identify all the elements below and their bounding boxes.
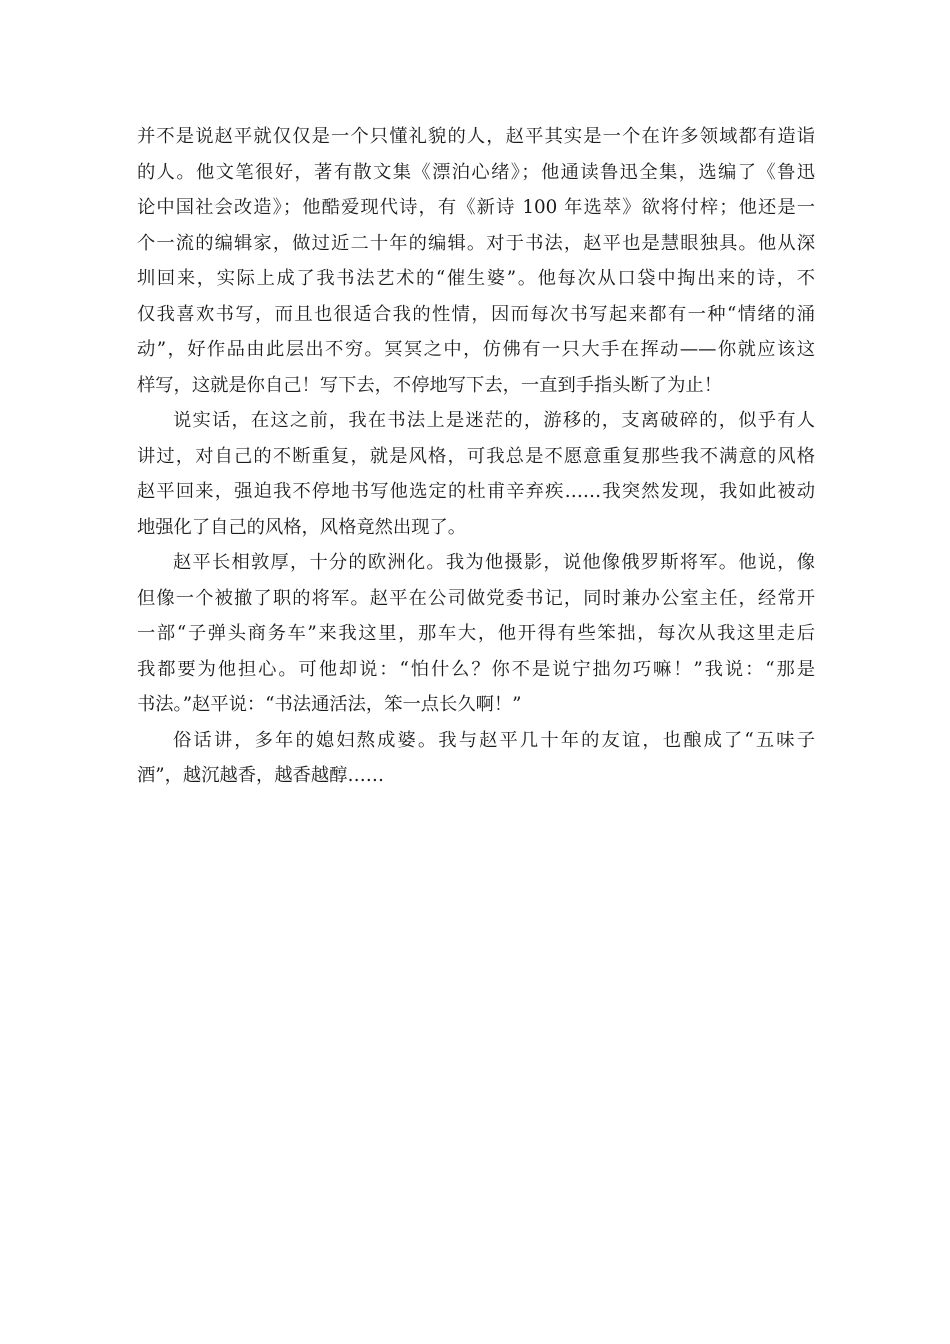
text-line: 仅我喜欢书写，而且也很适合我的性情，因而每次书写起来都有一种“情绪的涌 bbox=[137, 303, 815, 325]
text-line: 一部“子弹头商务车”来我这里，那车大，他开得有些笨拙，每次从我这里走后 bbox=[137, 623, 815, 644]
text-line: 地强化了自己的风格，风格竟然出现了。 bbox=[137, 516, 467, 538]
text-line: 样写，这就是你自己！写下去，不停地写下去，一直到手指头断了为止！ bbox=[137, 374, 722, 396]
text-line: 并不是说赵平就仅仅是一个只懂礼貌的人，赵平其实是一个在许多领域都有造诣 bbox=[137, 126, 815, 147]
paragraph-1 bbox=[137, 119, 815, 403]
paragraph-4 bbox=[137, 723, 815, 794]
text-line: 动”，好作品由此层出不穷。冥冥之中，仿佛有一只大手在挥动——你就应该这 bbox=[137, 339, 815, 360]
text-line: 讲过，对自己的不断重复，就是风格，可我总是不愿意重复那些我不满意的风格 bbox=[137, 445, 815, 467]
text-line: 赵平长相敦厚，十分的欧洲化。我为他摄影，说他像俄罗斯将军。他说，像 bbox=[173, 552, 815, 573]
text-line: 个一流的编辑家，做过近二十年的编辑。对于书法，赵平也是慧眼独具。他从深 bbox=[137, 232, 815, 254]
text-line: 俗话讲，多年的媳妇熬成婆。我与赵平几十年的友谊，也酿成了“五味子 bbox=[173, 729, 815, 751]
text-line: 的人。他文笔很好，著有散文集《漂泊心绪》；他通读鲁迅全集，选编了《鲁迅 bbox=[137, 161, 815, 183]
text-line: 说实话，在这之前，我在书法上是迷茫的，游移的，支离破碎的，似乎有人 bbox=[173, 410, 815, 431]
text-line: 但像一个被撤了职的将军。赵平在公司做党委书记，同时兼办公室主任，经常开 bbox=[137, 587, 815, 609]
document-body bbox=[137, 119, 815, 794]
text-line: 赵平回来，强迫我不停地书写他选定的杜甫辛弃疾……我突然发现，我如此被动 bbox=[137, 481, 815, 502]
text-line: 酒”，越沉越香，越香越醇…… bbox=[137, 765, 385, 786]
text-line: 圳回来，实际上成了我书法艺术的“催生婆”。他每次从口袋中掏出来的诗，不 bbox=[137, 268, 815, 289]
paragraph-3 bbox=[137, 545, 815, 723]
text-line: 论中国社会改造》；他酷爱现代诗，有《新诗 100 年选萃》欲将付梓；他还是一 bbox=[137, 197, 815, 218]
paragraph-2 bbox=[137, 403, 815, 545]
text-line: 我都要为他担心。可他却说：“怕什么？你不是说宁拙勿巧嘛！”我说：“那是 bbox=[137, 658, 815, 680]
text-line: 书法。”赵平说：“书法通活法，笨一点长久啊！” bbox=[137, 694, 522, 715]
